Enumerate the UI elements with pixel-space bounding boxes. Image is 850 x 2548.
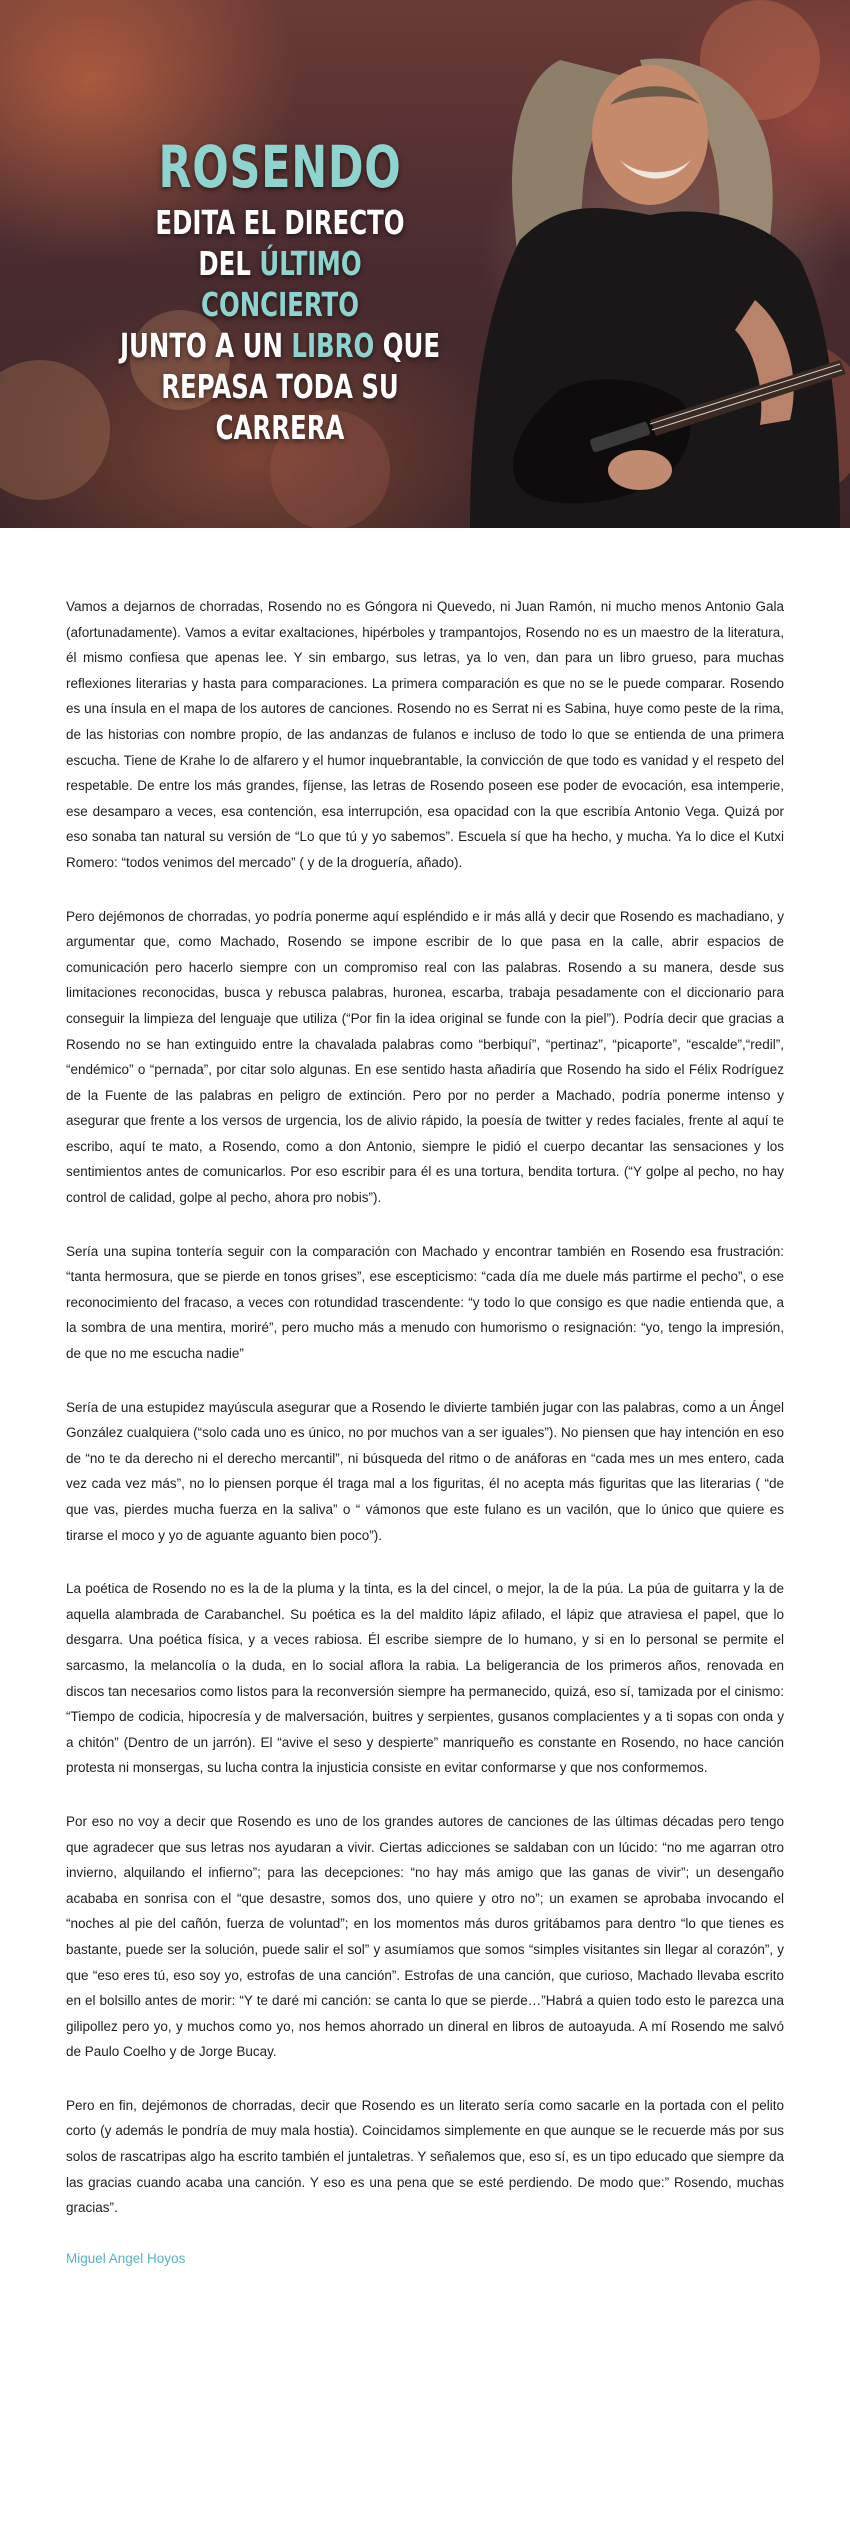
hero-line-3: [117, 325, 443, 366]
hero-line-2-pre: DEL: [198, 244, 260, 283]
hero-artist-name: ROSENDO: [158, 133, 402, 201]
article-paragraph: La poética de Rosendo no es la de la pluma y la tinta, es la del cincel, o mejor, la de la púa. La púa de guitarra y la de aquella alambrada de Carabanchel. Su poética es la del maldito lápiz afilado, el lápiz que atraviesa el papel, que lo desgarra. Una poética física, y a veces rabiosa. Él escribe siempre de lo humano, y si en lo personal se permite el sarcasmo, la melancolía o la duda, en lo social aflora la rabia. La beligerancia de los primeros años, renovada en discos tan necesarios como listos para la reconversión siempre ha permanecido, quizá, eso sí, tamizada por el cinismo: “Tiempo de codicia, hipocresía y de malversación, buitres y serpientes, gusanos complacientes y a ti sopas con onda y a chitón” (Dentro de un jarrón). El “avive el seso y despierte” manriqueño es constante en Rosendo, no hace canción protesta ni monsergas, su lucha contra la injusticia consiste en evitar conformarse y que nos conformemos.: [66, 1581, 784, 1776]
article-paragraph: Sería de una estupidez mayúscula asegurar que a Rosendo le divierte también jugar con las palabras, como a un Ángel González cualquiera (“solo cada uno es único, no por muchos van a ser iguales”). No piensen que hay intención en eso de “no te da derecho ni el derecho mercantil”, ni búsqueda del ritmo o de anáforas en “cada mes un mes entero, cada vez cada vez más”, no lo piensen porque él traga mal a los figuritas, él no acepta más figuritas que las literarias ( “de que vas, pierdes mucha fuerza en la saliva” o “ vámonos que este fulano es un vacilón, que lo único que quiere es tirarse el moco y yo de aguante aguanto bien poco”).: [66, 1399, 784, 1543]
article-author: Miguel Angel Hoyos: [66, 2250, 186, 2266]
article-body: [66, 594, 784, 2269]
article-paragraph: Pero en fin, dejémonos de chorradas, decir que Rosendo es un literato sería como sacarle en la portada con el pelito corto (y además le pondría de muy mala hostia). Coincidamos simplemente en que aunque se le recuerde más por sus solos de rascatripas algo ha escrito también el juntaletras. Y señalemos que, eso sí, es un tipo educado que siempre da las gracias cuando acaba una canción. Y eso es una pena que se esté perdiendo. De modo que:” Rosendo, muchas gracias”.: [66, 2097, 784, 2216]
hero-line-3-post: QUE: [374, 326, 441, 365]
hero-line-4: REPASA TODA SU CARRERA: [161, 367, 399, 447]
hero-line-2: [117, 243, 443, 325]
hero-line-1: EDITA EL DIRECTO: [155, 203, 405, 242]
article-paragraph: Por eso no voy a decir que Rosendo es uno de los grandes autores de canciones de las últimas décadas pero tengo que agradecer que sus letras nos ayudaran a vivir. Ciertas adicciones se saldaban con un lúcido: “no me agarran otro invierno, alquilando el infierno”; para las decepciones: “no hay más amigo que las ganas de vivir”; un desengaño acababa en sonrisa con el “que desastre, somos dos, uno quiere y otro no”; un examen se aprobaba invocando el “noches al pie del cañón, fuerza de voluntad”; en los momentos más duros gritábamos para dentro “lo que tienes es bastante, puede ser la solución, puede salir el sol” y asumíamos que somos “simples visitantes sin llegar al corazón”, y que “eso eres tú, eso soy yo, estrofas de una canción”. Estrofas de una canción, que curioso, Machado llevaba escrito en el bolsillo antes de morir: “Y te daré mi canción: se canta lo que se pierde…”Habrá a quien todo esto le parezca una gilipollez pero yo, y muchos como yo, nos hemos ahorrado un dineral en libros de autoayuda. A mí Rosendo me salvó de Paulo Coelho y de Jorge Bucay.: [66, 1813, 784, 2060]
hero-line-3-pre: JUNTO A UN: [119, 326, 292, 365]
hero-banner: [0, 0, 850, 528]
article-paragraph: Vamos a dejarnos de chorradas, Rosendo no es Góngora ni Quevedo, ni Juan Ramón, ni mucho menos Antonio Gala (afortunadamente). Vamos a evitar exaltaciones, hipérboles y trampantojos, Rosendo no es un maestro de la literatura, él mismo confiesa que apenas lee. Y sin embargo, sus letras, ya lo ven, dan para un libro grueso, para muchas reflexiones literarias y hasta para comparaciones. La primera comparación es que no se le puede comparar. Rosendo es una ínsula en el mapa de los autores de canciones. Rosendo no es Serrat ni es Sabina, huye como peste de la rima, de las historias con nombre propio, de las andanzas de fulanos e incluso de todo lo que se entienda de una primera escucha. Tiene de Krahe lo de alfarero y el humor inquebrantable, la convicción de que todo es vanidad y el respeto del respetable. De entre los más grandes, fíjense, las letras de Rosendo poseen ese poder de evocación, esa intemperie, ese desamparo a veces, esa contención, esa interrupción, esa opacidad con la que escribía Antonio Vega. Quizá por eso sonaba tan natural su versión de “Lo que tú y yo sabemos”. Escuela sí que ha hecho, y mucha. Ya lo dice el Kutxi Romero: “todos venimos del mercado” ( y de la droguería, añado).: [66, 599, 784, 870]
hero-headline: [117, 132, 443, 448]
hero-line-2-highlight: ÚLTIMO CONCIERTO: [201, 244, 362, 324]
hero-line-3-highlight: LIBRO: [291, 326, 375, 365]
article-paragraph: Sería una supina tontería seguir con la comparación con Machado y encontrar también en Rosendo esa frustración: “tanta hermosura, que se pierde en tonos grises”, ese escepticismo: “cada día me duele más partirme el pecho”, o ese reconocimiento del fracaso, a veces con rotundidad trascendente: “y todo lo que consigo es que nadie entienda que, a la sombra de una mentira, moriré”, pero mucho más a menudo con humorismo o resignación: “yo, tengo la impresión, de que no me escucha nadie”: [66, 1243, 784, 1362]
article-paragraph: Pero dejémonos de chorradas, yo podría ponerme aquí espléndido e ir más allá y decir que Rosendo es machadiano, y argumentar que, como Machado, Rosendo se impone escribir de lo que pasa en la calle, abrir espacios de comunicación pero hacerlo siempre con un compromiso real con las palabras. Rosendo a su manera, desde sus limitaciones reconocidas, busca y rebusca palabras, huronea, escarba, trabaja pesadamente con el diccionario para conseguir la limpieza del lenguaje que utiliza (“Por fin la idea original se funde con la piel”). Podría decir que gracias a Rosendo no se han extinguido entre la chavalada palabras como “berbiquí”, “pertinaz”, “picaporte”, “escalde”,“redil”, “endémico” o “pernada”, por citar solo algunas. En ese sentido hasta añadiría que Rosendo ha sido el Félix Rodríguez de la Fuente de las palabras en peligro de extinción. Pero por no perder a Machado, podría ponerme intenso y asegurar que frente a los versos de urgencia, los de alivio rápido, la poesía de twitter y redes faciales, frente al aquí te escribo, aquí te mato, a Rosendo, como a don Antonio, siempre le pidió el cuerpo decantar las sensaciones y los sentimientos antes de comunicarlos. Por eso escribir para él es una tortura, bendita tortura. (“Y golpe al pecho, no hay control de calidad, golpe al pecho, ahora pro nobis”).: [66, 908, 784, 1206]
